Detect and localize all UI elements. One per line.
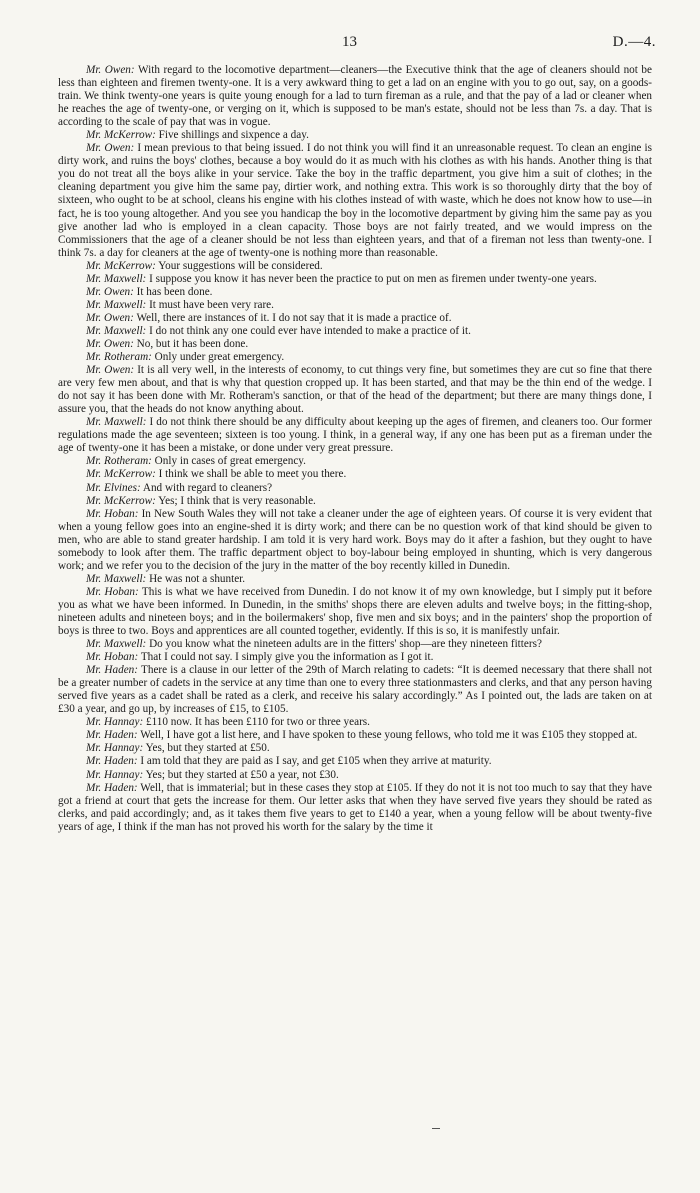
transcript-paragraph: [58, 455, 652, 468]
speaker-name: Mr. Maxwell:: [86, 416, 147, 429]
speaker-name: Mr. Maxwell:: [86, 324, 147, 337]
page-header: [0, 34, 700, 54]
transcript-paragraph: [58, 508, 652, 573]
speaker-name: Mr. Haden:: [86, 781, 138, 794]
speaker-name: Mr. Hannay:: [86, 742, 144, 755]
speech-text: I suppose you know it has never been the practice to put on men as firemen under twenty-one years.: [149, 272, 597, 285]
speech-text: There is a clause in our letter of the 29th of March relating to cadets: “It is deemed necessary that there shall not be a greater number of cadets in the service at any time than one to every three stationmasters and clerks, and that any person having served five years as a cadet shall be rated as a clerk, and receive his salary accordingly.” As I pointed out, the lads are taken on at £30 a year, and go up, by increases of £15, to £105.: [58, 664, 653, 716]
transcript-paragraph: [58, 468, 652, 481]
transcript-paragraph: [58, 782, 652, 834]
speech-text: Only under great emergency.: [154, 351, 285, 364]
transcript-paragraph: [58, 729, 652, 742]
speaker-name: Mr. McKerrow:: [86, 259, 156, 272]
transcript-paragraph: [58, 769, 652, 782]
transcript-paragraph: [58, 664, 652, 716]
transcript-paragraph: [58, 351, 652, 364]
speech-text: I think we shall be able to meet you there.: [158, 468, 347, 481]
speech-text: It has been done.: [136, 285, 213, 298]
transcript-paragraph: [58, 142, 652, 259]
speaker-name: Mr. Hannay:: [86, 768, 144, 781]
speech-text: Your suggestions will be considered.: [158, 259, 323, 272]
speech-text: And with regard to cleaners?: [142, 481, 273, 494]
speech-text: I am told that they are paid as I say, and get £105 when they arrive at maturity.: [140, 755, 492, 768]
transcript-paragraph: [58, 338, 652, 351]
speech-text: Yes; but they started at £50 a year, not £30.: [145, 768, 339, 781]
speech-text: It is all very well, in the interests of economy, to cut things very fine, but sometimes they are cut so fine that there are very few men about, and that is why that question cropped up. It has been started, and that may be the thin end of the wedge. I do not say it has been done with Mr. Rotheram's sanction, or that of the head of the department; but there are many things done, I assure you, that the heads do not know anything about.: [58, 364, 653, 416]
speaker-name: Mr. Hoban:: [86, 651, 139, 664]
transcript-paragraph: [58, 286, 652, 299]
speaker-name: Mr. Haden:: [86, 664, 138, 677]
transcript-paragraph: [58, 416, 652, 455]
speech-text: Yes, but they started at £50.: [145, 742, 270, 755]
speaker-name: Mr. Owen:: [86, 64, 135, 76]
transcript-paragraph: [58, 64, 652, 129]
transcript-paragraph: [58, 129, 652, 142]
transcript-paragraph: [58, 651, 652, 664]
transcript-paragraph: [58, 755, 652, 768]
transcript-paragraph: [58, 299, 652, 312]
speech-text: Only in cases of great emergency.: [154, 455, 306, 468]
speaker-name: Mr. Maxwell:: [86, 638, 147, 651]
transcript-paragraph: [58, 638, 652, 651]
transcript-paragraph: [58, 482, 652, 495]
speech-text: Well, I have got a list here, and I have spoken to these young fellows, who told me it was £105 they stopped at.: [140, 729, 638, 742]
transcript-paragraph: [58, 260, 652, 273]
speaker-name: Mr. Rotheram:: [86, 351, 152, 364]
speaker-name: Mr. McKerrow:: [86, 494, 156, 507]
transcript-paragraph: [58, 716, 652, 729]
speaker-name: Mr. Haden:: [86, 755, 138, 768]
speaker-name: Mr. Owen:: [86, 337, 134, 350]
speaker-name: Mr. Owen:: [86, 285, 134, 298]
speaker-name: Mr. Owen:: [86, 311, 134, 324]
speech-text: £110 now. It has been £110 for two or three years.: [145, 716, 370, 729]
speech-text: He was not a shunter.: [149, 572, 246, 585]
speaker-name: Mr. Hoban:: [86, 507, 139, 520]
transcript-paragraph: [58, 573, 652, 586]
speaker-name: Mr. Rotheram:: [86, 455, 152, 468]
speaker-name: Mr. Owen:: [86, 142, 135, 155]
speech-text: Five shillings and sixpence a day.: [158, 129, 309, 142]
speaker-name: Mr. Haden:: [86, 729, 138, 742]
speech-text: Well, that is immaterial; but in these cases they stop at £105. If they do not it is not too much to say that they have got a friend at court that gets the increase for them. Our letter asks that when they have served five years they should be rated as clerks, and paid accordingly; and, as it takes them five years to get to £140 a year, when a young fellow will be about twenty-five years of age, I think if the man has not proved his worth for the salary by the time it: [58, 781, 652, 833]
speech-text: This is what we have received from Dunedin. I do not know it of my own knowledge, but I simply put it before you as what we have been informed. In Dunedin, in the smiths' shops there are eleven adults and twelve boys; in the fitting-shop, nineteen adults and nineteen boys; and in the boilermakers' shop, five men and six boys; and in the painters' shop the proportion of boys is three to two. Boys and apprentices are all counted together, evidently. If this is so, it is manifestly unfair.: [58, 585, 652, 638]
speaker-name: Mr. Maxwell:: [86, 298, 147, 311]
speech-text: In New South Wales they will not take a cleaner under the age of eighteen years. Of course it is very evident that when a young fellow goes into an engine-shed it is dirty work; and there can be no question work of that kind should be given to men, who are able to stand greater hardship. I am told it is very hard work. Boys may do it after a fashion, but they ought to have somebody to look after them. The traffic department object to boy-labour being employed in shunting, which is very dangerous work; and we refer you to the decision of the jury in the matter of the boy recently killed in Dunedin.: [58, 507, 652, 572]
speech-text: Do you know what the nineteen adults are in the fitters' shop—are they nineteen fitters?: [149, 638, 542, 651]
speech-text: With regard to the locomotive department—cleaners—the Executive think that the age of cleaners should not be less than eighteen and firemen twenty-one. It is a very awkward thing to get a lad on an engine with you to go out, say, on a goods-train. We think twenty-one years is quite young enough for a lad to turn fireman as a rule, and that the pay of a lad or cleaner when he reaches the age of twenty-one, or verging on it, which is supposed to be man's estate, should not be less than 7s. a day. That is according to the scale of pay that was in vogue.: [58, 64, 652, 129]
transcript-paragraph: [58, 742, 652, 755]
page-number: 13: [342, 34, 357, 50]
transcript-paragraph: [58, 364, 652, 416]
speech-text: I do not think any one could ever have intended to make a practice of it.: [149, 324, 471, 337]
transcript-body: [58, 64, 652, 834]
speaker-name: Mr. McKerrow:: [86, 129, 156, 142]
speaker-name: Mr. Elvines:: [86, 481, 141, 494]
speech-text: I do not think there should be any difficulty about keeping up the ages of firemen, and cleaners too. Our former regulations made the age seventeen; sixteen is too young. I think, in a general way, if any one has been put as a fireman under the age of twenty-one it has been a mistake, or done under very great pressure.: [58, 416, 652, 455]
speaker-name: Mr. Hoban:: [86, 585, 139, 598]
transcript-paragraph: [58, 586, 652, 638]
speaker-name: Mr. McKerrow:: [86, 468, 156, 481]
transcript-paragraph: [58, 495, 652, 508]
speech-text: No, but it has been done.: [136, 337, 249, 350]
speaker-name: Mr. Owen:: [86, 364, 135, 377]
transcript-paragraph: [58, 273, 652, 286]
transcript-paragraph: [58, 312, 652, 325]
speech-text: I mean previous to that being issued. I do not think you will find it an unreasonable request. To clean an engine is dirty work, and ruins the boys' clothes, because a boy would do it as much with his clothes as with his hands. Another thing is that you do not treat all the boys alike in your service. Take the boy in the traffic department, you give him a suit of clothes; in the cleaning department you give him the same pay, dirtier work, and nothing extra. This work is so thoroughly dirty that the boy of sixteen, who ought to be at school, cleans his engine with his clothes instead of with waste, which he does not know how to use—in fact, he is too young altogether. And you see you handicap the boy in the locomotive department by giving him the same pay as you give another lad who is employed in a clean capacity. Those boys are not fairly treated, and we would impress on the Commissioners that the age of a cleaner should be not less than eighteen years, and that of a fireman not less than twenty-one. I think 7s. a day for cleaners at the age of twenty-one is nothing more than reasonable.: [58, 142, 652, 259]
speaker-name: Mr. Maxwell:: [86, 572, 147, 585]
speech-text: Well, there are instances of it. I do not say that it is made a practice of.: [136, 311, 452, 324]
speech-text: Yes; I think that is very reasonable.: [158, 494, 316, 507]
transcript-paragraph: [58, 325, 652, 338]
speech-text: It must have been very rare.: [149, 298, 274, 311]
print-mark: [432, 1128, 440, 1129]
speaker-name: Mr. Maxwell:: [86, 272, 147, 285]
speech-text: That I could not say. I simply give you the information as I got it.: [140, 651, 434, 664]
section-reference: D.—4.: [612, 34, 656, 50]
speaker-name: Mr. Hannay:: [86, 716, 144, 729]
